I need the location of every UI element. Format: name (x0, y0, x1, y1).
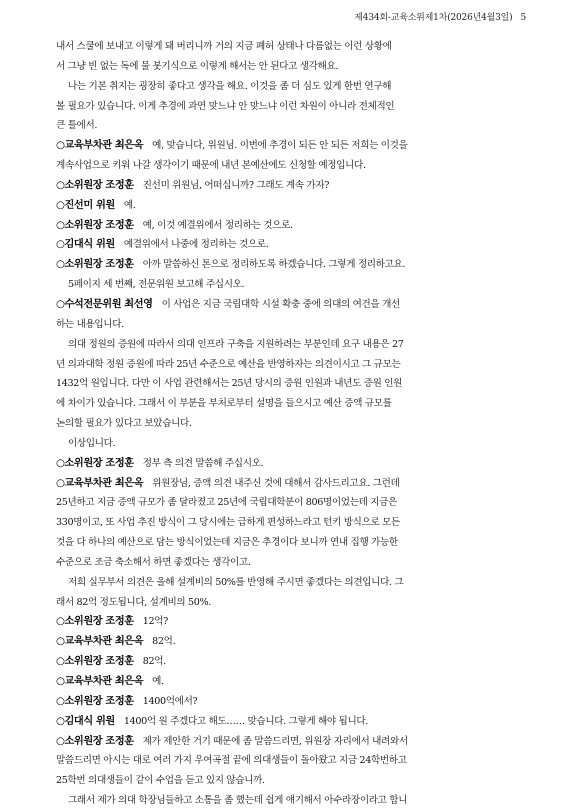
transcript-line (56, 593, 516, 613)
speaker-line (56, 612, 516, 632)
speaker-line (56, 295, 516, 315)
line-text: 진선미 위원님, 어떠십니까? 그래도 계속 가자? (142, 179, 330, 191)
session-info: 제434회-교육소위제1차(2026년4월3일) (354, 13, 513, 23)
line-text: 1432억 원입니다. 다만 이 사업 관련해서는 25년 당시의 증원 인원과 내년도 증원 인원 (56, 378, 403, 390)
transcript-line (56, 77, 516, 97)
line-text: 이 사업은 지금 국립대학 시설 확충 중에 의대의 여건을 개선 (161, 298, 400, 310)
speaker-label: ○소위원장 조정훈 (56, 656, 134, 668)
line-text: 말씀드리면 아시는 대로 여러 가지 우여곡절 끝에 의대생들이 돌아왔고 지금 24학번하고 (56, 755, 407, 767)
speaker-line (56, 216, 516, 236)
line-text: 계속사업으로 키워 나갈 생각이기 때문에 내년 본예산에도 신청할 예정입니다. (56, 160, 366, 172)
transcript-line (56, 315, 516, 335)
line-text: 제가 제안한 거기 때문에 좀 말씀드리면, 위원장 자리에서 내려와서 (142, 735, 408, 747)
speaker-line (56, 732, 516, 752)
transcript-line (56, 156, 516, 176)
speaker-line (56, 672, 516, 692)
speaker-label: ○소위원장 조정훈 (56, 259, 134, 271)
line-text: 서 그냥 빈 없는 독에 물 붓기식으로 이렇게 해서는 안 된다고 생각해요. (56, 60, 339, 72)
speaker-line (56, 196, 516, 216)
transcript-line (56, 116, 516, 136)
speaker-label: ○소위원장 조정훈 (56, 735, 134, 747)
transcript-line (56, 791, 516, 811)
transcript-body (56, 37, 516, 811)
transcript-line (56, 37, 516, 57)
page-header (354, 10, 526, 23)
speaker-label: ○김대식 위원 (56, 239, 115, 251)
line-text: 25년하고 지금 증액 규모가 좀 달라졌고 25년에 국립대학분이 806명이었는데 지금은 (56, 497, 398, 509)
speaker-line (56, 712, 516, 732)
line-text: 래서 82억 정도됩니다, 설계비의 50%. (56, 596, 211, 608)
transcript-line (56, 275, 516, 295)
speaker-label: ○교육부차관 최은옥 (56, 477, 144, 489)
transcript-line (56, 355, 516, 375)
line-text: 예. (123, 199, 136, 211)
speaker-label: ○소위원장 조정훈 (56, 219, 134, 231)
transcript-line (56, 97, 516, 117)
line-text: 볼 필요가 있습니다. 이게 추경에 과연 맞느냐 안 맞느냐 이런 차원이 아니라 전체적인 (56, 100, 395, 112)
line-text: 하는 내용입니다. (56, 318, 124, 330)
speaker-label: ○소위원장 조정훈 (56, 457, 134, 469)
line-text: 저희 실무부서 의견은 올해 설계비의 50%를 반영해 주시면 좋겠다는 의견입니다. 그 (68, 576, 404, 588)
speaker-line (56, 692, 516, 712)
line-text: 예, 이것 예결위에서 정리하는 것으로. (142, 219, 293, 231)
line-text: 이상입니다. (68, 437, 116, 449)
speaker-line (56, 176, 516, 196)
line-text: 년 의과대학 정원 증원에 따라 25년 수준으로 예산을 반영하자는 의견이시고 그 규모는 (56, 358, 401, 370)
transcript-line (56, 553, 516, 573)
transcript-line (56, 414, 516, 434)
speaker-line (56, 652, 516, 672)
speaker-label: ○교육부차관 최은옥 (56, 140, 144, 152)
line-text: 예. (152, 676, 164, 687)
line-text: 내서 스쿨에 보내고 이렇게 돼 버리니까 거의 지금 폐허 상태나 다름없는 이런 상황에 (56, 41, 392, 52)
transcript-line (56, 434, 516, 454)
speaker-line (56, 235, 516, 255)
line-text: 330명이고, 또 사업 추진 방식이 그 당시에는 급하게 편성하느라고 턴키 방식으로 모든 (56, 517, 400, 529)
speaker-label: ○교육부차관 최은옥 (56, 676, 144, 687)
speaker-label: ○소위원장 조정훈 (56, 695, 134, 707)
speaker-label: ○수석전문위원 최선영 (56, 298, 153, 310)
speaker-label: ○소위원장 조정훈 (56, 616, 134, 628)
transcript-line (56, 513, 516, 533)
line-text: 82억. (142, 656, 166, 668)
line-text: 82억. (152, 636, 176, 648)
line-text: 것을 다 하나의 예산으로 담는 방식이었는데 지금은 추경이다 보니까 연내 집행 가능한 (56, 537, 398, 549)
line-text: 수준으로 조금 축소해서 하면 좋겠다는 생각이고. (56, 556, 251, 568)
speaker-label: ○소위원장 조정훈 (56, 179, 134, 191)
line-text: 논의할 필요가 있다고 보았습니다. (56, 418, 192, 430)
speaker-label: ○교육부차관 최은옥 (56, 636, 144, 648)
transcript-line (56, 394, 516, 414)
line-text: 그래서 제가 의대 학장님들하고 소통을 좀 했는데 쉽게 얘기해서 아수라장이라고 합니 (68, 795, 408, 807)
page-number: 5 (520, 13, 526, 23)
speaker-line (56, 136, 516, 156)
line-text: 에 차이가 있습니다. 그래서 이 부분을 부처로부터 설명을 들으시고 예산 증액 규모를 (56, 398, 392, 410)
speaker-line (56, 474, 516, 494)
speaker-label: ○김대식 위원 (56, 715, 115, 727)
transcript-line (56, 57, 516, 77)
line-text: 아까 말씀하신 톤으로 정리하도록 하겠습니다. 그렇게 정리하고요. (142, 259, 406, 271)
line-text: 예결위에서 나중에 정리하는 것으로. (123, 239, 269, 251)
transcript-line (56, 573, 516, 593)
speaker-label: ○진선미 위원 (56, 199, 115, 211)
transcript-line (56, 335, 516, 355)
line-text: 위원장님, 증액 의견 내주신 것에 대해서 감사드리고요. 그런데 (152, 477, 400, 489)
line-text: 나는 기본 취지는 굉장히 좋다고 생각을 해요. 이것을 좀 더 심도 있게 한번 연구해 (68, 80, 392, 92)
transcript-line (56, 533, 516, 553)
line-text: 큰 틀에서. (56, 120, 98, 132)
transcript-line (56, 771, 516, 791)
line-text: 12억? (142, 616, 168, 628)
transcript-line (56, 493, 516, 513)
line-text: 의대 정원의 증원에 따라서 의대 인프라 구축을 지원하려는 부분인데 요구 내용은 27 (68, 338, 404, 350)
line-text: 5페이지 세 번째, 전문위원 보고해 주십시오. (68, 279, 245, 291)
speaker-line (56, 454, 516, 474)
speaker-line (56, 632, 516, 652)
line-text: 25학번 의대생들이 같이 수업을 듣고 있지 않습니까. (56, 775, 265, 787)
line-text: 1400억에서? (142, 695, 198, 707)
transcript-line (56, 751, 516, 771)
line-text: 1400억 원 주겠다고 해도…… 맞습니다. 그렇게 해야 됩니다. (123, 715, 368, 727)
transcript-line (56, 374, 516, 394)
line-text: 정부 측 의견 말씀해 주십시오. (142, 457, 264, 469)
line-text: 예, 맞습니다, 위원님. 이번에 추경이 되든 안 되든 저희는 이것을 (152, 140, 408, 152)
speaker-line (56, 255, 516, 275)
